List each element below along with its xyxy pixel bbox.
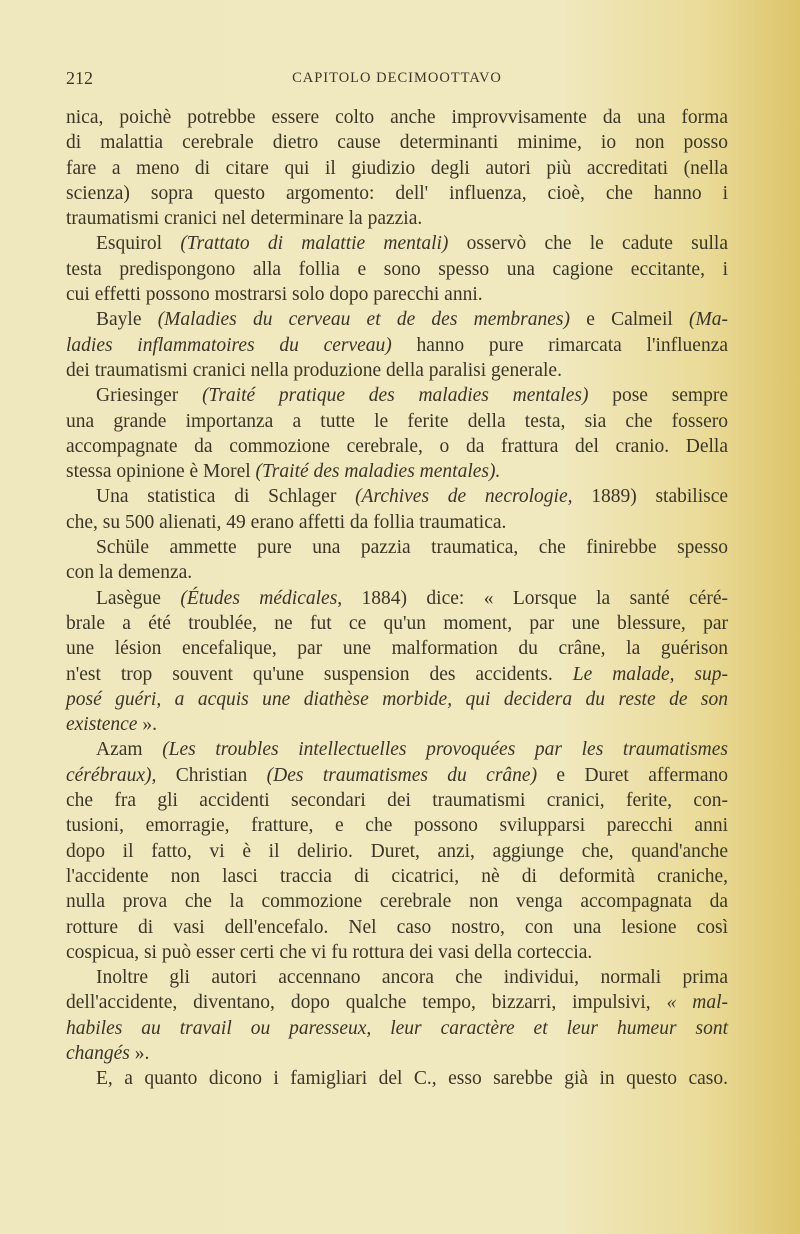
text-line [66, 662, 728, 687]
text-segment: cui effetti possono mostrarsi solo dopo parecchi anni. [66, 284, 483, 306]
italic-citation: posé guéri, a acquis une diathèse morbide, qui decidera du reste de son [66, 688, 728, 710]
text-segment: stessa opinione è Morel [66, 461, 256, 483]
text-line [66, 712, 728, 737]
text-line [66, 156, 728, 181]
text-line [66, 409, 728, 434]
text-segment: E, a quanto dicono i famigliari del C., esso sarebbe già in questo caso. [96, 1068, 728, 1090]
text-line [66, 535, 728, 560]
text-line [66, 889, 728, 914]
text-segment: accompagnate da commozione cerebrale, o da frattura del cranio. Della [66, 435, 728, 457]
text-line [66, 915, 728, 940]
text-segment: ». [137, 714, 157, 736]
text-line [66, 333, 728, 358]
text-segment: Esquirol [96, 233, 181, 255]
text-segment: brale a été troublée, ne fut ce qu'un moment, par une blessure, par [66, 612, 728, 634]
italic-citation: cérébraux), [66, 764, 157, 786]
text-segment: traumatismi cranici nel determinare la pazzia. [66, 208, 423, 230]
text-segment: dell'accidente, diventano, dopo qualche tempo, bizzarri, impulsivi, [66, 992, 667, 1014]
text-segment: tusioni, emorragie, fratture, e che possono svilupparsi parecchi anni [66, 815, 728, 837]
text-segment: scienza) sopra questo argomento: dell' influenza, cioè, che hanno i [66, 182, 728, 204]
text-line [66, 586, 728, 611]
text-segment: testa predispongono alla follia e sono spesso una cagione eccitante, i [66, 258, 728, 280]
text-line [66, 813, 728, 838]
text-line [66, 1041, 728, 1066]
italic-citation: (Ma- [689, 309, 728, 331]
text-segment: hanno pure rimarcata l'influenza [391, 334, 729, 356]
text-segment: nulla prova che la commozione cerebrale non venga accompagnata da [66, 891, 728, 913]
text-line [66, 257, 728, 282]
text-segment: Griesinger [96, 385, 203, 407]
text-segment: Una statistica di Schlager [96, 486, 356, 508]
text-segment: osservò che le cadute sulla [448, 233, 728, 255]
text-segment: pose sempre [588, 385, 729, 407]
text-line [66, 940, 728, 965]
text-line [66, 1016, 728, 1041]
italic-citation: (Traité des maladies mentales). [255, 461, 501, 483]
text-line [66, 307, 728, 332]
text-line [66, 105, 728, 130]
text-line [66, 130, 728, 155]
text-segment: e Calmeil [570, 309, 689, 331]
text-line [66, 687, 728, 712]
text-line [66, 763, 728, 788]
text-line [66, 231, 728, 256]
text-line [66, 636, 728, 661]
text-line [66, 1066, 728, 1091]
running-title: CAPITOLO DECIMOOTTAVO [292, 70, 502, 86]
text-segment: ». [129, 1042, 150, 1064]
text-segment: Lasègue [96, 587, 181, 609]
text-segment: Bayle [96, 309, 158, 331]
text-line [66, 839, 728, 864]
body-text [66, 105, 728, 1092]
text-line [66, 206, 728, 231]
text-line [66, 737, 728, 762]
italic-citation: (Les troubles intellectuelles provoquées par les traumatismes [162, 739, 728, 761]
italic-citation: habiles au travail ou paresseux, leur caractère et leur humeur sont [66, 1017, 728, 1039]
italic-citation: (Traité pratique des maladies mentales) [202, 385, 589, 407]
text-line [66, 282, 728, 307]
text-segment: Inoltre gli autori accennano ancora che individui, normali prima [96, 967, 728, 989]
text-segment: Azam [96, 739, 163, 761]
page-header [66, 68, 728, 92]
text-segment: n'est trop souvent qu'une suspension des accidents. [66, 663, 573, 685]
text-line [66, 990, 728, 1015]
italic-citation: ladies inflammatoires du cerveau) [66, 334, 392, 356]
text-segment: rotture di vasi dell'encefalo. Nel caso nostro, con una lesione così [66, 916, 728, 938]
italic-citation: (Trattato di malattie mentali) [180, 233, 449, 255]
text-segment: nica, poichè potrebbe essere colto anche improvvisamente da una forma [66, 107, 728, 128]
text-segment: cospicua, si può esser certi che vi fu rottura dei vasi della corteccia. [66, 941, 593, 963]
text-line [66, 864, 728, 889]
text-segment: con la demenza. [66, 562, 193, 584]
text-line [66, 611, 728, 636]
text-segment: l'accidente non lasci traccia di cicatrici, nè di deformità craniche, [66, 865, 728, 887]
text-segment: dei traumatismi cranici nella produzione della paralisi generale. [66, 359, 562, 381]
text-line [66, 510, 728, 535]
italic-citation: « mal- [666, 992, 728, 1014]
text-segment: e Duret affermano [537, 764, 728, 786]
text-segment: che fra gli accidenti secondari dei traumatismi cranici, ferite, con- [66, 790, 728, 812]
text-segment: di malattia cerebrale dietro cause determinanti minime, io non posso [66, 132, 728, 154]
text-line [66, 459, 728, 484]
text-segment: Christian [156, 764, 267, 786]
italic-citation: (Archives de necrologie, [355, 486, 573, 508]
text-segment: 1889) stabilisce [572, 486, 729, 508]
text-segment: dopo il fatto, vi è il delirio. Duret, anzi, aggiunge che, quand'anche [66, 840, 728, 862]
page-number: 212 [66, 68, 93, 88]
text-segment: une lésion encefalique, par une malformation du crâne, la guérison [66, 638, 728, 660]
italic-citation: existence [66, 714, 138, 736]
text-segment: Schüle ammette pure una pazzia traumatica, che finirebbe spesso [96, 537, 728, 559]
text-line [66, 383, 728, 408]
text-line [66, 788, 728, 813]
text-line [66, 484, 728, 509]
italic-citation: (Des traumatismes du crâne) [266, 764, 538, 786]
text-line [66, 560, 728, 585]
text-line [66, 965, 728, 990]
text-line [66, 358, 728, 383]
text-segment: fare a meno di citare qui il giudizio degli autori più accreditati (nella [66, 157, 728, 179]
text-segment: , 1884) dice: « Lorsque la santé céré- [337, 587, 728, 609]
text-segment: una grande importanza a tutte le ferite della testa, sia che fossero [66, 410, 728, 432]
text-segment: che, su 500 alienati, 49 erano affetti da follia traumatica. [66, 511, 507, 533]
italic-citation: changés [66, 1042, 130, 1064]
italic-citation: (Études médicales [180, 587, 338, 609]
italic-citation: Le malade, sup- [572, 663, 728, 685]
italic-citation: (Maladies du cerveau et de des membranes) [157, 309, 571, 331]
text-line [66, 181, 728, 206]
text-line [66, 434, 728, 459]
